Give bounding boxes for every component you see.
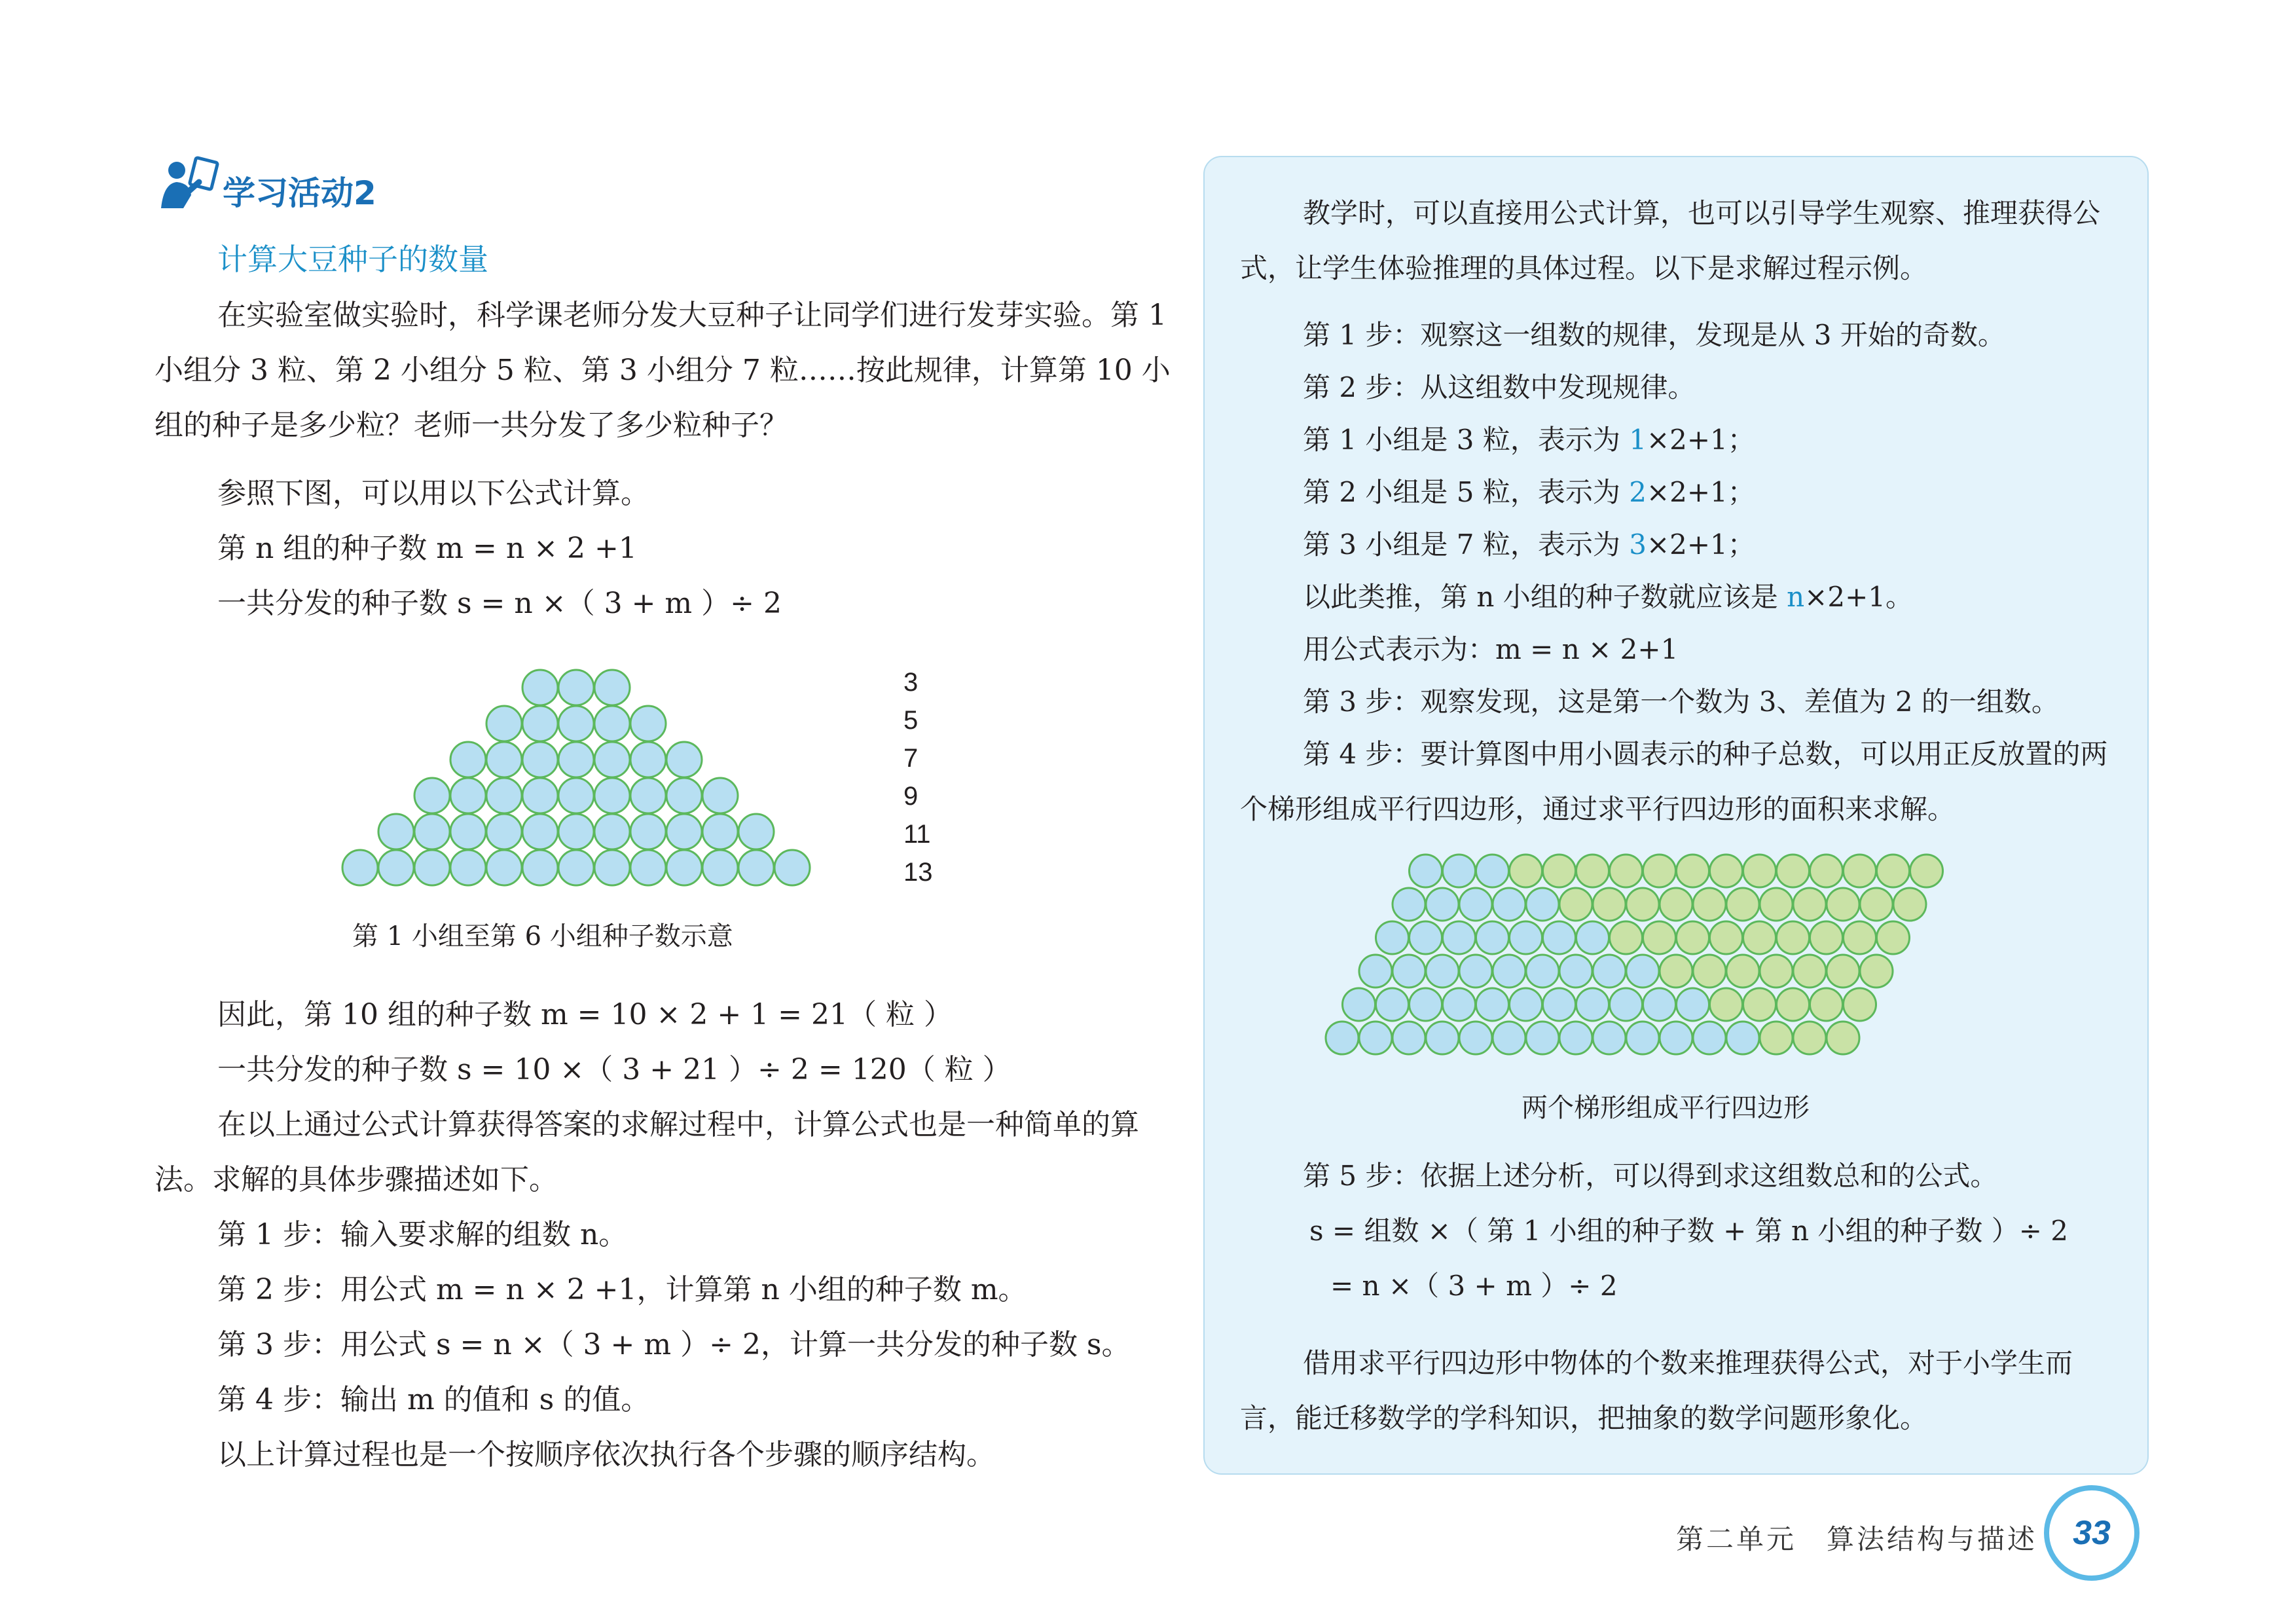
seed-circle bbox=[1726, 888, 1759, 921]
result-m: 因此，第 10 组的种子数 m = 10 × 2 + 1 = 21（ 粒 ） bbox=[217, 998, 953, 1031]
seed-circle bbox=[1459, 888, 1492, 921]
seed-circle bbox=[1593, 888, 1626, 921]
seed-circle bbox=[1677, 921, 1709, 954]
note-step-2: 第 2 步：从这组数中发现规律。 bbox=[1303, 371, 1696, 403]
seed-circle bbox=[594, 670, 630, 705]
seed-circle bbox=[1793, 1022, 1826, 1054]
parallelogram-caption: 两个梯形组成平行四边形 bbox=[1522, 1093, 1810, 1123]
group-2-line: 第 2 小组是 5 粒，表示为 2×2+1； bbox=[1303, 476, 1755, 508]
seed-circle bbox=[1443, 921, 1476, 954]
sum-formula-line-1: s = 组数 ×（ 第 1 小组的种子数 + 第 n 小组的种子数 ）÷ 2 bbox=[1309, 1215, 2069, 1247]
step-item: 第 1 步：输入要求解的组数 n。 bbox=[217, 1218, 628, 1251]
seed-circle bbox=[522, 742, 558, 777]
seed-circle bbox=[1693, 955, 1726, 987]
seed-circle bbox=[594, 850, 630, 885]
seed-circle bbox=[1543, 855, 1576, 887]
problem-paragraph: 在实验室做实验时，科学课老师分发大豆种子让同学们进行发芽实验。第 1 小组分 3 粒、第 2 小组分 5 粒、第 3 小组分 7 粒……按此规律，计算第 10 小组的种子是多少粒？老师一共分发了多少粒种子？ bbox=[155, 299, 1171, 442]
row-count-label: 7 bbox=[903, 744, 919, 773]
highlight-number: 3 bbox=[1629, 528, 1647, 561]
seed-circle bbox=[630, 742, 666, 777]
seed-circle bbox=[1844, 921, 1876, 954]
seed-circle bbox=[1893, 888, 1926, 921]
seed-circle bbox=[1777, 855, 1810, 887]
seed-circle bbox=[1760, 1022, 1793, 1054]
seed-circle bbox=[414, 850, 450, 885]
seed-circle bbox=[1559, 888, 1592, 921]
seed-circle bbox=[1493, 888, 1525, 921]
seed-circle bbox=[666, 778, 702, 813]
seed-circle bbox=[1326, 1022, 1358, 1054]
seed-circle bbox=[1459, 1022, 1492, 1054]
seed-circle bbox=[1860, 888, 1893, 921]
conclusion-line: 以上计算过程也是一个按顺序依次执行各个步骤的顺序结构。 bbox=[217, 1438, 995, 1471]
group-1-line: 第 1 小组是 3 粒，表示为 1×2+1； bbox=[1303, 424, 1755, 456]
note-formula: 用公式表示为：m = n × 2+1 bbox=[1303, 633, 1679, 665]
seed-circle bbox=[666, 814, 702, 849]
seed-circle bbox=[1510, 921, 1542, 954]
seed-circle bbox=[1526, 955, 1559, 987]
seed-circle bbox=[1793, 955, 1826, 987]
seed-circle bbox=[1726, 955, 1759, 987]
seed-circle bbox=[1493, 1022, 1525, 1054]
seed-circle bbox=[1510, 988, 1542, 1021]
seed-circle bbox=[594, 706, 630, 741]
seed-circle bbox=[738, 850, 774, 885]
row-count-label: 9 bbox=[903, 782, 919, 811]
seed-circle bbox=[1743, 921, 1776, 954]
seed-circle bbox=[1610, 988, 1643, 1021]
row-count-label: 11 bbox=[903, 820, 931, 849]
seed-circle bbox=[1910, 855, 1943, 887]
seed-circle bbox=[1877, 855, 1910, 887]
note-step-3: 第 3 步：观察发现，这是第一个数为 3、差值为 2 的一组数。 bbox=[1303, 686, 2059, 718]
seed-circle bbox=[1660, 1022, 1692, 1054]
note-step-4: 第 4 步：要计算图中用小圆表示的种子总数，可以用正反放置的两个梯形组成平行四边形，通过求平行四边形的面积来求解。 bbox=[1240, 738, 2108, 825]
seed-circle bbox=[630, 706, 666, 741]
seed-circle bbox=[1426, 1022, 1459, 1054]
step-item: 第 2 步：用公式 m = n × 2 +1，计算第 n 小组的种子数 m。 bbox=[217, 1273, 1027, 1306]
seed-circle bbox=[1710, 921, 1743, 954]
seed-circle bbox=[1576, 988, 1609, 1021]
seed-circle bbox=[1743, 988, 1776, 1021]
seed-circle bbox=[1376, 921, 1409, 954]
seed-circle bbox=[1793, 888, 1826, 921]
seed-circle bbox=[1576, 855, 1609, 887]
seed-circle bbox=[378, 814, 414, 849]
seed-circle bbox=[702, 814, 738, 849]
group-3-line: 第 3 小组是 7 粒，表示为 3×2+1； bbox=[1303, 528, 1755, 561]
seed-circle bbox=[594, 778, 630, 813]
seed-circle bbox=[1810, 921, 1843, 954]
seed-circle bbox=[1476, 921, 1509, 954]
row-count-label: 3 bbox=[903, 668, 919, 697]
seed-circle bbox=[594, 814, 630, 849]
seed-circle bbox=[1410, 855, 1442, 887]
seed-circle bbox=[1743, 855, 1776, 887]
parallelogram-figure bbox=[1322, 851, 2016, 1087]
seed-triangle-figure bbox=[327, 668, 825, 904]
seed-circle bbox=[666, 850, 702, 885]
seed-circle bbox=[1526, 888, 1559, 921]
seed-circle bbox=[522, 706, 558, 741]
seed-circle bbox=[1726, 1022, 1759, 1054]
seed-circle bbox=[522, 670, 558, 705]
student-reading-icon bbox=[157, 156, 220, 211]
seed-circle bbox=[1526, 1022, 1559, 1054]
seed-circle bbox=[702, 850, 738, 885]
seed-circle bbox=[1593, 955, 1626, 987]
seed-circle bbox=[1359, 955, 1392, 987]
seed-circle bbox=[1844, 988, 1876, 1021]
seed-circle bbox=[558, 670, 594, 705]
seed-circle bbox=[1593, 1022, 1626, 1054]
seed-circle bbox=[522, 850, 558, 885]
seed-circle bbox=[486, 778, 522, 813]
figure-caption: 第 1 小组至第 6 小组种子数示意 bbox=[352, 921, 733, 951]
seed-circle bbox=[1844, 855, 1876, 887]
seed-circle bbox=[1777, 988, 1810, 1021]
seed-circle bbox=[1559, 1022, 1592, 1054]
seed-circle bbox=[522, 778, 558, 813]
seed-circle bbox=[1576, 921, 1609, 954]
sum-formula-line-2: = n ×（ 3 + m ）÷ 2 bbox=[1330, 1270, 1618, 1302]
seed-circle bbox=[1710, 988, 1743, 1021]
seed-circle bbox=[1359, 1022, 1392, 1054]
seed-circle bbox=[1643, 855, 1676, 887]
seed-circle bbox=[1443, 988, 1476, 1021]
seed-circle bbox=[1476, 988, 1509, 1021]
seed-circle bbox=[1710, 855, 1743, 887]
seed-circle bbox=[450, 850, 486, 885]
seed-circle bbox=[1510, 855, 1542, 887]
seed-circle bbox=[1559, 955, 1592, 987]
seed-circle bbox=[1426, 955, 1459, 987]
seed-circle bbox=[1660, 955, 1692, 987]
highlight-variable: n bbox=[1787, 581, 1805, 613]
seed-circle bbox=[1543, 988, 1576, 1021]
seed-circle bbox=[558, 742, 594, 777]
seed-circle bbox=[1827, 888, 1859, 921]
seed-circle bbox=[1410, 988, 1442, 1021]
seed-circle bbox=[1777, 921, 1810, 954]
seed-circle bbox=[1426, 888, 1459, 921]
seed-circle bbox=[1476, 855, 1509, 887]
row-count-label: 5 bbox=[903, 706, 919, 735]
seed-circle bbox=[630, 778, 666, 813]
seed-circle bbox=[738, 814, 774, 849]
activity-subtitle: 计算大豆种子的数量 bbox=[217, 242, 488, 277]
seed-circle bbox=[1626, 955, 1659, 987]
seed-circle bbox=[558, 706, 594, 741]
seed-circle bbox=[1376, 988, 1409, 1021]
seed-circle bbox=[450, 778, 486, 813]
note-step-5: 第 5 步：依据上述分析，可以得到求这组数总和的公式。 bbox=[1303, 1160, 1998, 1192]
formula-s: 一共分发的种子数 s = n ×（ 3 + m ）÷ 2 bbox=[217, 587, 782, 620]
seed-circle bbox=[1393, 888, 1425, 921]
seed-circle bbox=[1393, 955, 1425, 987]
step-item: 第 3 步：用公式 s = n ×（ 3 + m ）÷ 2，计算一共分发的种子数 s。 bbox=[217, 1328, 1131, 1361]
seed-circle bbox=[1643, 921, 1676, 954]
row-count-label: 13 bbox=[903, 858, 933, 887]
seed-circle bbox=[1493, 955, 1525, 987]
seed-circle bbox=[1677, 988, 1709, 1021]
seed-circle bbox=[558, 850, 594, 885]
seed-circle bbox=[414, 778, 450, 813]
step-item: 第 4 步：输出 m 的值和 s 的值。 bbox=[217, 1383, 650, 1416]
page-number-badge bbox=[2044, 1485, 2140, 1581]
reference-line: 参照下图，可以用以下公式计算。 bbox=[217, 477, 649, 510]
formula-m: 第 n 组的种子数 m = n × 2 +1 bbox=[217, 532, 637, 565]
seed-circle bbox=[594, 742, 630, 777]
seed-circle bbox=[1810, 855, 1843, 887]
note-intro: 教学时，可以直接用公式计算，也可以引导学生观察、推理获得公式，让学生体验推理的具体过程。以下是求解过程示例。 bbox=[1240, 197, 2101, 284]
seed-circle bbox=[1459, 955, 1492, 987]
group-n-line: 以此类推，第 n 小组的种子数就应该是 n×2+1。 bbox=[1303, 581, 1913, 613]
unit-title: 第二单元 算法结构与描述 bbox=[1676, 1523, 2038, 1555]
seed-circle bbox=[666, 742, 702, 777]
highlight-number: 2 bbox=[1629, 476, 1647, 508]
seed-circle bbox=[486, 742, 522, 777]
seed-circle bbox=[1760, 888, 1793, 921]
seed-circle bbox=[450, 814, 486, 849]
seed-circle bbox=[1610, 921, 1643, 954]
seed-circle bbox=[558, 778, 594, 813]
seed-circle bbox=[1343, 988, 1376, 1021]
seed-circle bbox=[450, 742, 486, 777]
seed-circle bbox=[1643, 988, 1676, 1021]
seed-circle bbox=[378, 850, 414, 885]
algorithm-intro: 在以上通过公式计算获得答案的求解过程中，计算公式也是一种简单的算法。求解的具体步骤描述如下。 bbox=[155, 1108, 1139, 1196]
activity-title: 学习活动2 bbox=[223, 174, 376, 212]
seed-circle bbox=[1827, 955, 1859, 987]
teaching-note-box bbox=[1203, 156, 2149, 1475]
seed-circle bbox=[558, 814, 594, 849]
seed-circle bbox=[630, 850, 666, 885]
seed-circle bbox=[1610, 855, 1643, 887]
note-closing: 借用求平行四边形中物体的个数来推理获得公式，对于小学生而言，能迁移数学的学科知识，把抽象的数学问题形象化。 bbox=[1240, 1347, 2073, 1434]
seed-circle bbox=[1677, 855, 1709, 887]
seed-circle bbox=[486, 814, 522, 849]
seed-circle bbox=[1810, 988, 1843, 1021]
seed-circle bbox=[1693, 1022, 1726, 1054]
seed-circle bbox=[342, 850, 378, 885]
seed-circle bbox=[774, 850, 810, 885]
seed-circle bbox=[1543, 921, 1576, 954]
seed-circle bbox=[1827, 1022, 1859, 1054]
seed-circle bbox=[1410, 921, 1442, 954]
seed-circle bbox=[522, 814, 558, 849]
seed-circle bbox=[1860, 955, 1893, 987]
highlight-number: 1 bbox=[1629, 424, 1647, 456]
seed-circle bbox=[1443, 855, 1476, 887]
seed-circle bbox=[1660, 888, 1692, 921]
seed-circle bbox=[1626, 888, 1659, 921]
seed-circle bbox=[1626, 1022, 1659, 1054]
result-s: 一共分发的种子数 s = 10 ×（ 3 + 21 ）÷ 2 = 120（ 粒 ） bbox=[217, 1053, 1011, 1086]
seed-circle bbox=[1393, 1022, 1425, 1054]
seed-circle bbox=[486, 850, 522, 885]
main-column bbox=[0, 0, 1178, 1572]
seed-circle bbox=[486, 706, 522, 741]
page-number: 33 bbox=[2073, 1514, 2111, 1552]
seed-circle bbox=[1760, 955, 1793, 987]
seed-circle bbox=[630, 814, 666, 849]
seed-circle bbox=[702, 778, 738, 813]
note-step-1: 第 1 步：观察这一组数的规律，发现是从 3 开始的奇数。 bbox=[1303, 319, 2005, 351]
seed-circle bbox=[1877, 921, 1910, 954]
seed-circle bbox=[1693, 888, 1726, 921]
seed-circle bbox=[414, 814, 450, 849]
